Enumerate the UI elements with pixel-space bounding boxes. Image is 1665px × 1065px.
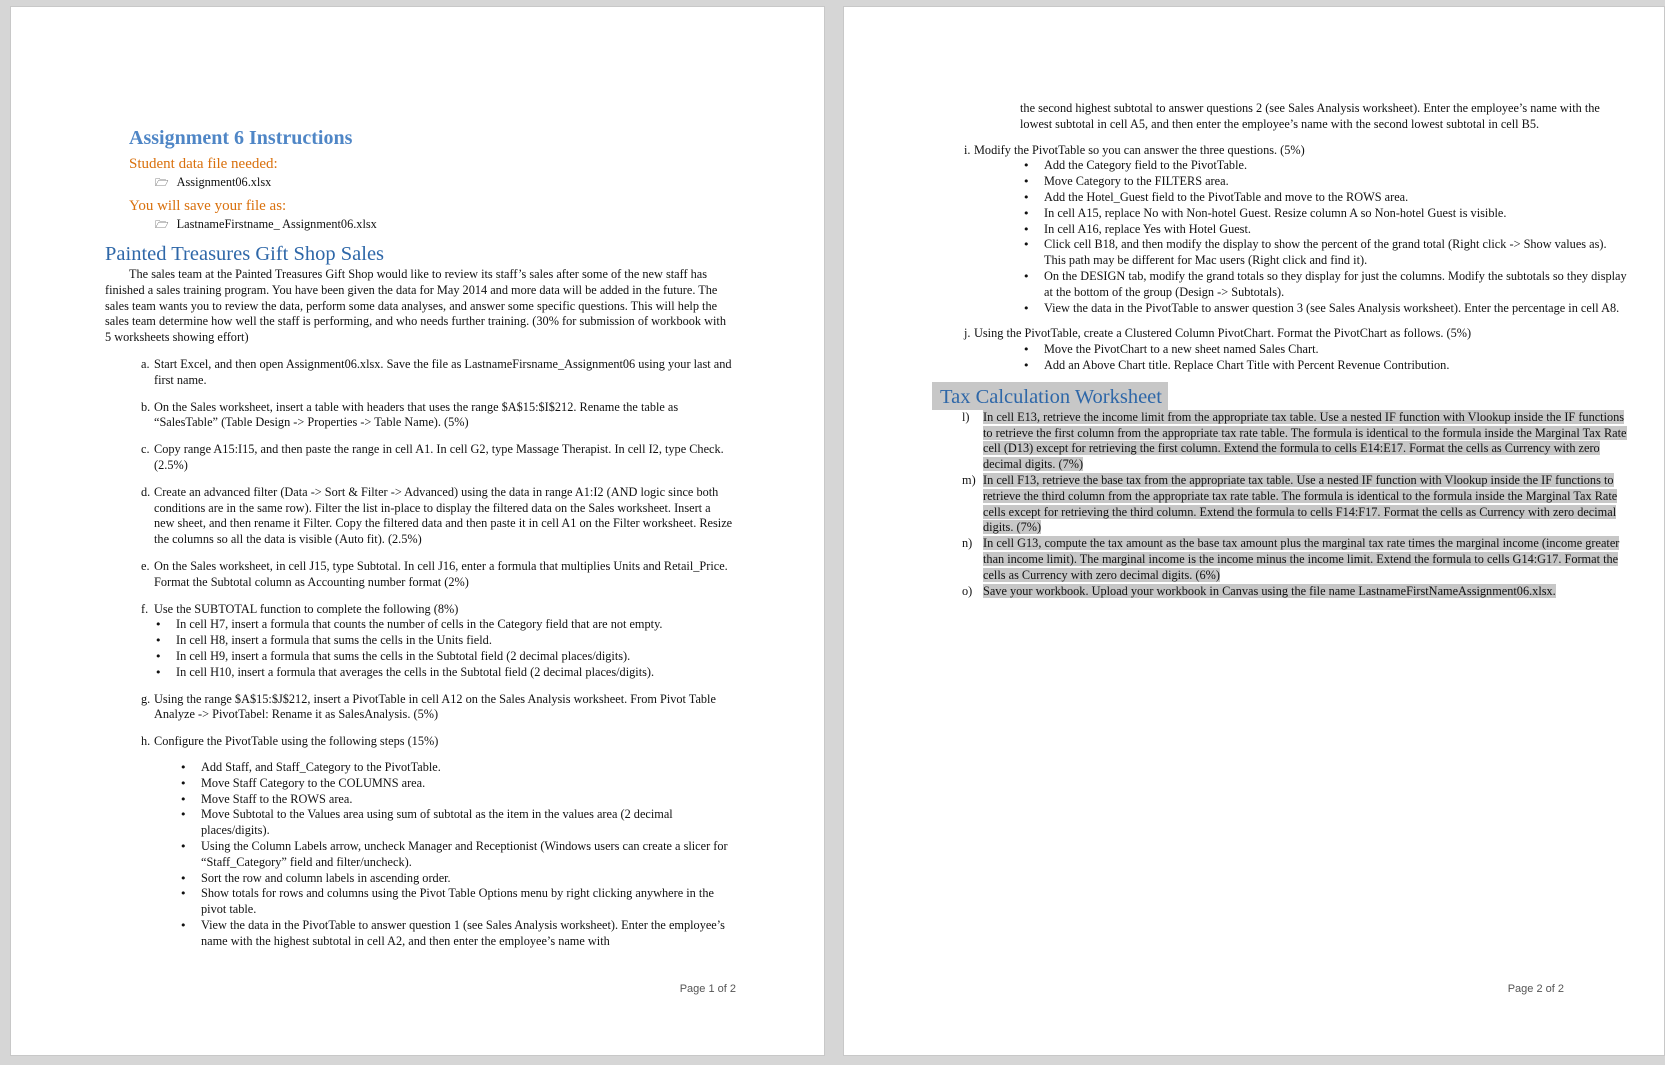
- tax-item-o: [940, 584, 1630, 600]
- step-a: [141, 357, 733, 389]
- page-1-content: [105, 125, 733, 949]
- list-item: • Add the Category field to the PivotTable.: [1020, 158, 1630, 174]
- step-f-bullets: [105, 617, 733, 680]
- list-item: • View the data in the PivotTable to answer question 3 (see Sales Analysis worksheet). Enter the percentage in cell A8.: [1020, 301, 1630, 317]
- step-text: Using the PivotTable, create a Clustered Column PivotChart. Format the PivotChart as follows. (5%): [974, 326, 1472, 341]
- list-item: • Sort the row and column labels in ascending order.: [177, 871, 733, 887]
- step-label: a.: [141, 356, 150, 371]
- list-item: • Add the Hotel_Guest field to the PivotTable and move to the ROWS area.: [1020, 190, 1630, 206]
- step-i-bullets: [940, 158, 1630, 316]
- folder-open-icon: 🗁: [155, 218, 169, 231]
- list-item: • Move Category to the FILTERS area.: [1020, 174, 1630, 190]
- tax-item-label: n): [962, 536, 973, 551]
- step-text: Copy range A15:I15, and then paste the range in cell A1. In cell G2, type Massage Therapist. In cell I2, type Check. (2.5%): [154, 442, 724, 472]
- tax-item-text: In cell G13, compute the tax amount as the base tax amount plus the marginal tax rate times the marginal income (income greater than income limit). The marginal income is the income minus the income limit. Extend the formula to cells G14:G17. Format the cells as Currency with zero decimal digits. (6%): [983, 536, 1620, 582]
- step-text: Modify the PivotTable so you can answer the three questions. (5%): [974, 142, 1305, 157]
- list-item: • In cell H10, insert a formula that averages the cells in the Subtotal field (2 decimal places/digits).: [152, 665, 733, 681]
- list-item: • Move Staff Category to the COLUMNS area.: [177, 776, 733, 792]
- tax-item-text: In cell E13, retrieve the income limit from the appropriate tax table. Use a nested IF function with Vlookup inside the IF functions to retrieve the first column from the appropriate tax rate table. The formula is identical to the formula inside the Marginal Tax Rate cell (D13) except for retrieving the first column. Extend the formula to cells E14:E17. Format the cells as Currency with zero decimal digits. (7%): [983, 409, 1627, 472]
- section-title: Painted Treasures Gift Shop Sales: [105, 243, 385, 265]
- list-item: • Click cell B18, and then modify the display to show the percent of the grand total (Right click -> Show values as). This path may be different for Mac users (Right click and find it).: [1020, 237, 1630, 269]
- data-file-label: Student data file needed:: [129, 156, 278, 172]
- list-item: • Move the PivotChart to a new sheet named Sales Chart.: [1020, 342, 1630, 358]
- step-text: Create an advanced filter (Data -> Sort & Filter -> Advanced) using the data in range A1:I2 (AND logic since both conditions are in the same row). Filter the list in-place to display the filtered data on the Sales worksheet. Insert a new sheet, and then rename it Filter. Copy the filtered data and then paste it in cell A1 on the Filter worksheet. Resize the columns so all the data is visible (Auto fit). (2.5%): [154, 484, 733, 547]
- tax-item-label: l): [962, 409, 970, 424]
- step-label: c.: [141, 442, 150, 457]
- step-j-bullets: [940, 342, 1630, 374]
- continued-paragraph: the second highest subtotal to answer questions 2 (see Sales Analysis worksheet). Enter the employee’s name with the lowest subtotal in cell A5, and then enter the employee’s name with the second lowest subtotal in cell B5.: [1020, 101, 1600, 131]
- tax-item-label: m): [962, 472, 976, 487]
- intro-paragraph: The sales team at the Painted Treasures Gift Shop would like to review its staff’s sales after some of the new staff has finished a sales training program. You have been given the data for May 2014 and more data will be added in the future. The sales team wants you to review the data, perform some data analyses, and answer some specific questions. This will help the sales team determine how well the staff is performing, and who needs further training. (30% for submission of workbook with 5 worksheets showing effort): [105, 267, 726, 345]
- step-g: [141, 692, 733, 724]
- list-item: • In cell A16, replace Yes with Hotel Guest.: [1020, 222, 1630, 238]
- list-item: • In cell A15, replace No with Non-hotel Guest. Resize column A so Non-hotel Guest is visible.: [1020, 206, 1630, 222]
- page-2-content: [940, 101, 1630, 599]
- step-text: On the Sales worksheet, in cell J15, type Subtotal. In cell J16, enter a formula that multiplies Units and Retail_Price. Format the Subtotal column as Accounting number format (2%): [154, 558, 728, 589]
- folder-open-icon: 🗁: [155, 176, 169, 189]
- list-item: • In cell H8, insert a formula that sums the cells in the Units field.: [152, 633, 733, 649]
- document-title: Assignment 6 Instructions: [129, 127, 353, 149]
- page-footer: Page 2 of 2: [1507, 983, 1564, 995]
- step-label: g.: [141, 691, 151, 706]
- step-j: [964, 326, 1630, 342]
- step-label: j.: [964, 326, 971, 341]
- step-label: i.: [964, 142, 971, 157]
- list-item: • Using the Column Labels arrow, uncheck Manager and Receptionist (Windows users can create a slicer for “Staff_Category” field and filter/uncheck).: [177, 839, 733, 871]
- step-label: b.: [141, 399, 151, 414]
- tax-item-m: [940, 473, 1630, 536]
- step-label: f.: [141, 601, 149, 616]
- data-file-entry: [155, 174, 733, 191]
- save-file-label: You will save your file as:: [129, 198, 287, 214]
- step-h-bullets: [105, 760, 733, 950]
- save-file-name: LastnameFirstname_ Assignment06.xlsx: [176, 217, 377, 231]
- step-text: Start Excel, and then open Assignment06.xlsx. Save the file as LastnameFirsname_Assignment06 using your last and first name.: [154, 356, 732, 387]
- step-d: [141, 485, 733, 548]
- list-item: • Show totals for rows and columns using the Pivot Table Options menu by right clicking anywhere in the pivot table.: [177, 886, 733, 918]
- page-footer: Page 1 of 2: [679, 983, 736, 995]
- list-item: • View the data in the PivotTable to answer question 1 (see Sales Analysis worksheet). Enter the employee’s name with the highest subtotal in cell A2, and then enter the employee’s name with: [177, 918, 733, 950]
- list-item: • In cell H9, insert a formula that sums the cells in the Subtotal field (2 decimal places/digits).: [152, 649, 733, 665]
- step-label: h.: [141, 734, 151, 749]
- list-item: • Move Staff to the ROWS area.: [177, 792, 733, 808]
- step-text: On the Sales worksheet, insert a table with headers that uses the range $A$15:$I$212. Rename the table as “SalesTable” (Table Design -> Properties -> Table Name). (5%): [154, 399, 679, 430]
- step-text: Using the range $A$15:$J$212, insert a PivotTable in cell A12 on the Sales Analysis worksheet. From Pivot Table Analyze -> PivotTabel: Rename it as SalesAnalysis. (5%): [154, 691, 716, 722]
- document-page-1: [10, 6, 825, 1056]
- step-text: Configure the PivotTable using the following steps (15%): [154, 734, 439, 749]
- tax-item-label: o): [962, 583, 973, 598]
- step-text: Use the SUBTOTAL function to complete the following (8%): [154, 601, 459, 616]
- tax-item-n: [940, 536, 1630, 583]
- data-file-name: Assignment06.xlsx: [176, 175, 272, 189]
- step-label: e.: [141, 558, 150, 573]
- step-h: [141, 734, 733, 750]
- tax-item-l: [940, 410, 1630, 473]
- step-c: [141, 442, 733, 474]
- step-f: [141, 602, 733, 618]
- save-file-entry: [155, 216, 733, 233]
- step-i: [964, 143, 1630, 159]
- step-b: [141, 400, 733, 432]
- list-item: • Move Subtotal to the Values area using sum of subtotal as the item in the values area (2 decimal places/digits).: [177, 807, 733, 839]
- tax-item-text: Save your workbook. Upload your workbook in Canvas using the file name LastnameFirstNameAssignment06.xlsx.: [983, 583, 1556, 598]
- list-item: • Add an Above Chart title. Replace Chart Title with Percent Revenue Contribution.: [1020, 358, 1630, 374]
- document-page-2: [843, 6, 1665, 1056]
- list-item: • In cell H7, insert a formula that counts the number of cells in the Category field that are not empty.: [152, 617, 733, 633]
- step-label: d.: [141, 484, 151, 499]
- tax-section-title: Tax Calculation Worksheet: [932, 382, 1168, 410]
- step-e: [141, 559, 733, 591]
- tax-item-text: In cell F13, retrieve the base tax from the appropriate tax table. Use a nested IF function with Vlookup inside the IF functions to retrieve the third column from the appropriate tax rate table. The formula is identical to the formula inside the Marginal Tax Rate cells except for retrieving the third column. Extend the formula to cells F14:F17. Format the cells as Currency with zero decimal digits. (7%): [983, 472, 1618, 535]
- list-item: • On the DESIGN tab, modify the grand totals so they display for just the columns. Modify the subtotals so they display at the bottom of the group (Design -> Subtotals).: [1020, 269, 1630, 301]
- list-item: • Add Staff, and Staff_Category to the PivotTable.: [177, 760, 733, 776]
